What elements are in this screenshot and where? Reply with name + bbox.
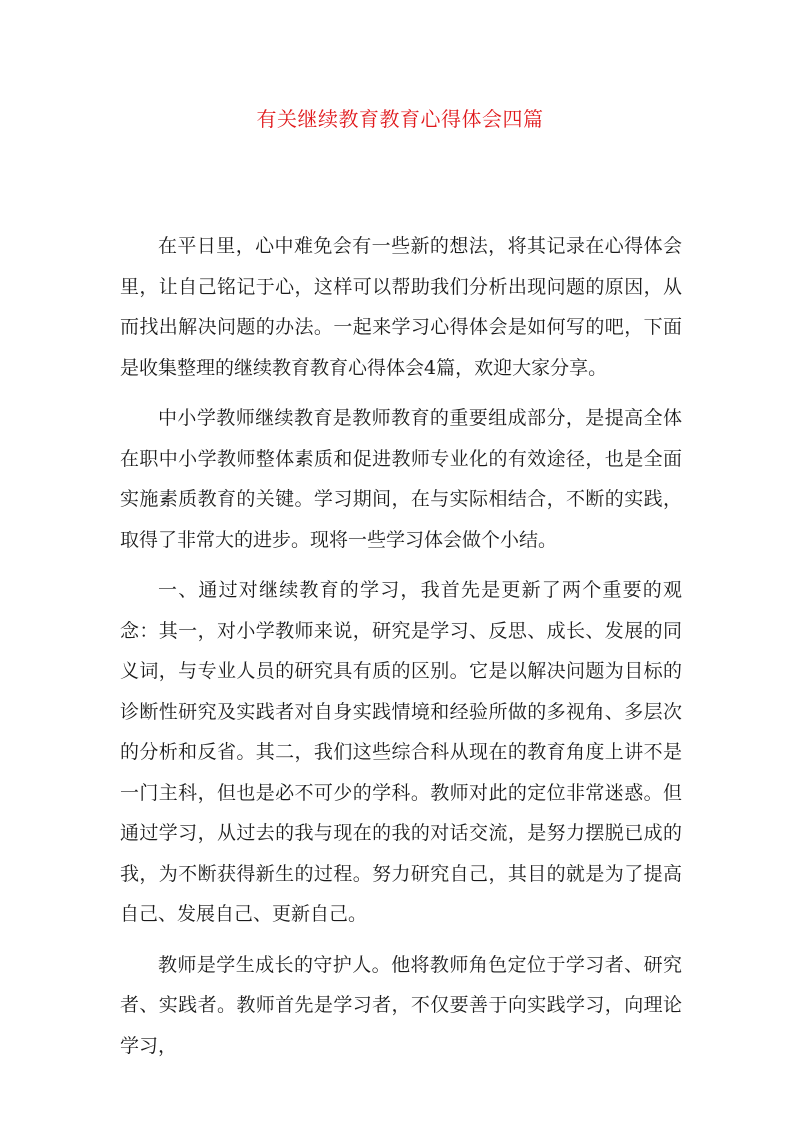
document-body [120,226,682,1066]
paragraph-point-one: 一、通过对继续教育的学习，我首先是更新了两个重要的观念：其一，对小学教师来说，研究是学习、反思、成长、发展的同义词，与专业人员的研究具有质的区别。它是以解决问题为目标的诊断性研究及实践者对自身实践情境和经验所做的多视角、多层次的分析和反省。其二，我们这些综合科从现在的教育角度上讲不是一门主科，但也是必不可少的学科。教师对此的定位非常迷惑。但通过学习，从过去的我与现在的我的对话交流，是努力摆脱已成的我，为不断获得新生的过程。努力研究自己，其目的就是为了提高自己、发展自己、更新自己。 [120,579,682,925]
paragraph-teacher-role: 教师是学生成长的守护人。他将教师角色定位于学习者、研究者、实践者。教师首先是学习者，不仅要善于向实践学习，向理论学习， [120,953,682,1057]
paragraph-overview: 中小学教师继续教育是教师教育的重要组成部分，是提高全体在职中小学教师整体素质和促进教师专业化的有效途径，也是全面实施素质教育的关键。学习期间，在与实际相结合，不断的实践，取得了非常大的进步。现将一些学习体会做个小结。 [120,407,682,551]
document-title: 有关继续教育教育心得体会四篇 [256,107,544,131]
paragraph-intro: 在平日里，心中难免会有一些新的想法，将其记录在心得体会里，让自己铭记于心，这样可以帮助我们分析出现问题的原因，从而找出解决问题的办法。一起来学习心得体会是如何写的吧，下面是收集整理的继续教育教育心得体会4篇，欢迎大家分享。 [120,235,682,379]
